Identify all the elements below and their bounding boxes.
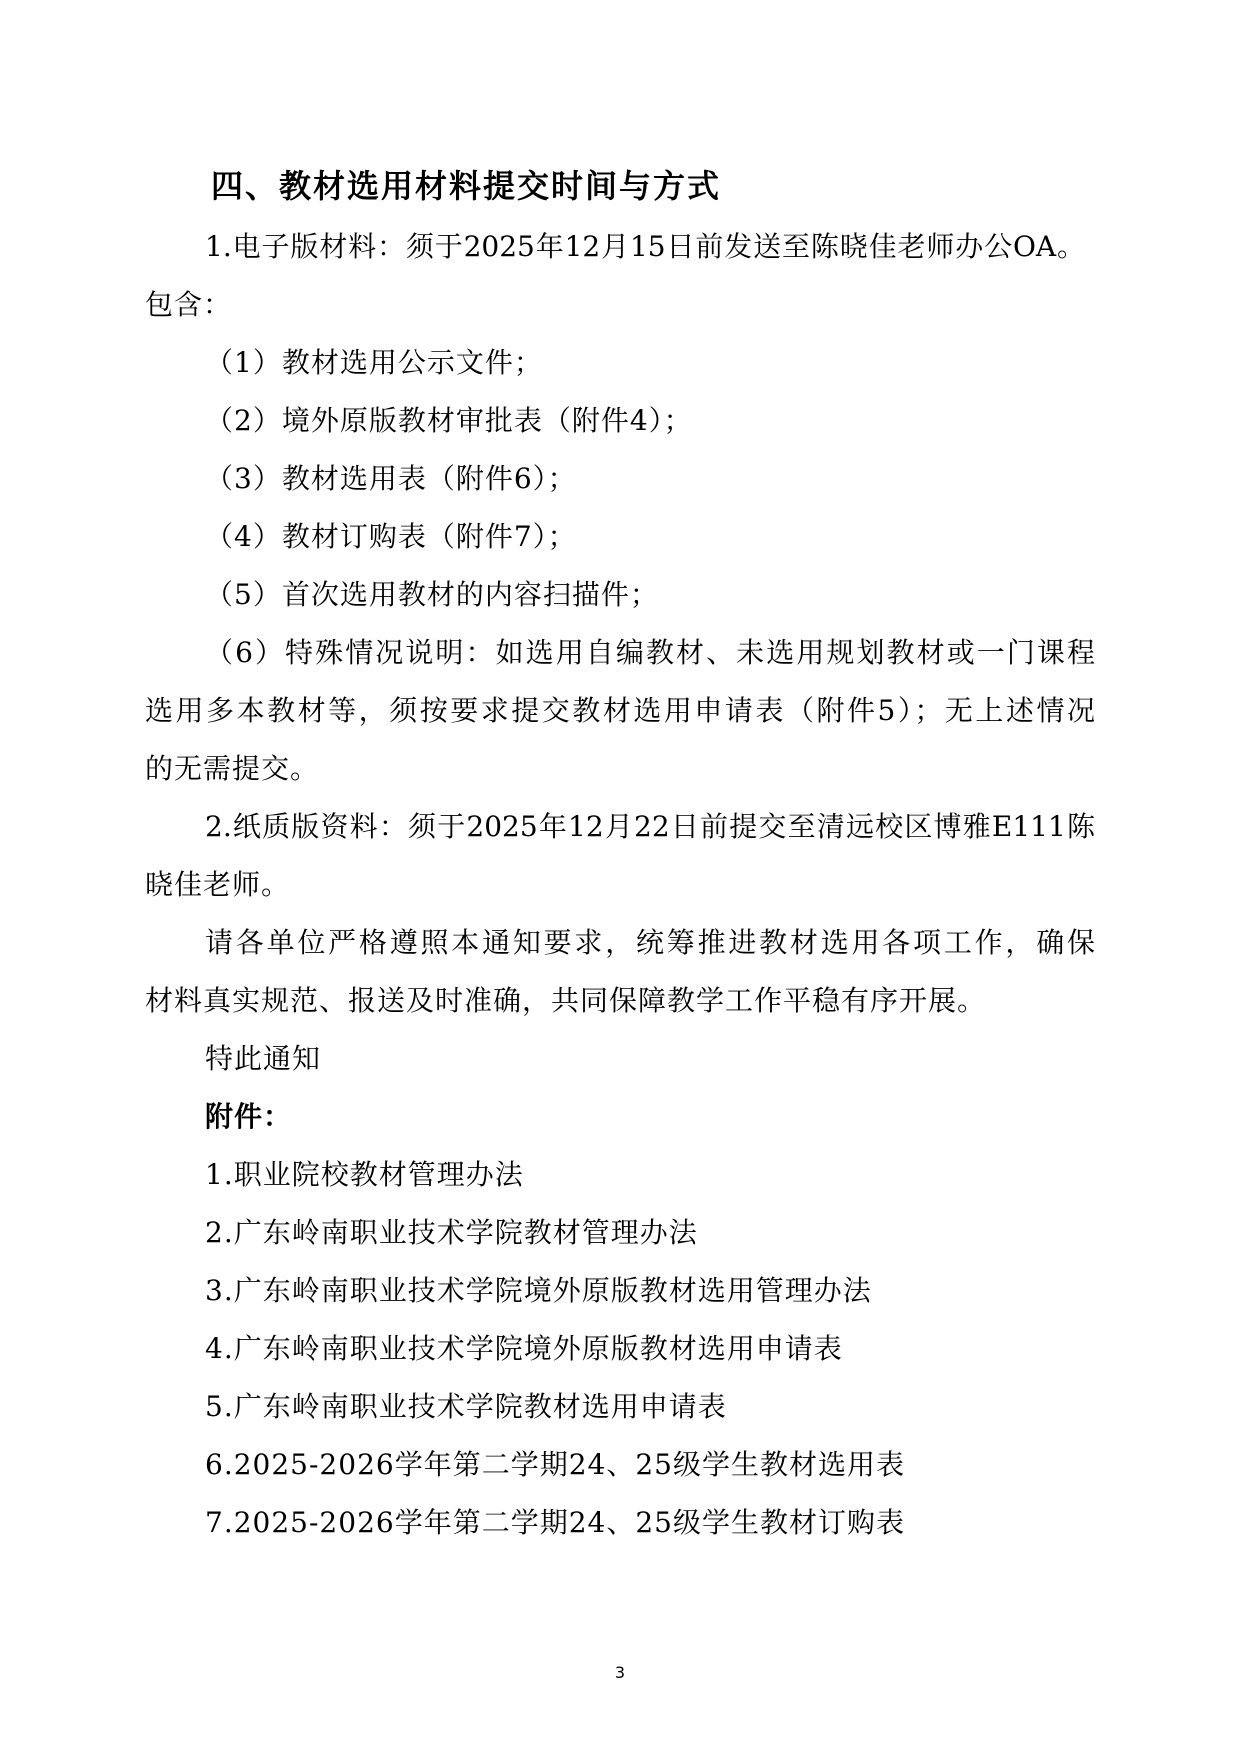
attachment-item-6: 6.2025-2026学年第二学期24、25级学生教材选用表 [205, 1448, 905, 1481]
attachments-label: 附件： [205, 1100, 293, 1133]
attachment-item-3: 3.广东岭南职业技术学院境外原版教材选用管理办法 [205, 1274, 872, 1307]
closing-line2: 材料真实规范、报送及时准确，共同保障教学工作平稳有序开展。 [145, 984, 987, 1017]
subitem-2: （2）境外原版教材审批表（附件4）； [205, 404, 693, 437]
attachment-item-2: 2.广东岭南职业技术学院教材管理办法 [205, 1216, 698, 1249]
item2-line2: 晓佳老师。 [145, 868, 291, 901]
item1-line1: 1.电子版材料：须于2025年12月15日前发送至陈晓佳老师办公OA。 [205, 230, 1085, 263]
attachment-item-1: 1.职业院校教材管理办法 [205, 1158, 524, 1191]
section-heading: 四、教材选用材料提交时间与方式 [211, 167, 722, 205]
attachment-item-5: 5.广东岭南职业技术学院教材选用申请表 [205, 1390, 727, 1423]
item2-line1: 2.纸质版资料：须于2025年12月22日前提交至清远校区博雅E111陈 [205, 810, 1095, 843]
subitem-3: （3）教材选用表（附件6）； [205, 462, 577, 495]
attachment-item-4: 4.广东岭南职业技术学院境外原版教材选用申请表 [205, 1332, 843, 1365]
closing-notice: 特此通知 [205, 1042, 322, 1075]
closing-line1: 请各单位严格遵照本通知要求，统筹推进教材选用各项工作，确保 [205, 926, 1095, 959]
attachment-item-7: 7.2025-2026学年第二学期24、25级学生教材订购表 [205, 1506, 905, 1539]
subitem-5: （5）首次选用教材的内容扫描件； [205, 578, 659, 611]
page-number: 3 [614, 1663, 626, 1682]
item1-line2: 包含： [145, 288, 233, 321]
subitem-4: （4）教材订购表（附件7）； [205, 520, 577, 553]
subitem-1: （1）教材选用公示文件； [205, 346, 543, 379]
subitem6-line1: （6）特殊情况说明：如选用自编教材、未选用规划教材或一门课程 [205, 636, 1095, 669]
subitem6-line3: 的无需提交。 [145, 752, 320, 785]
subitem6-line2: 选用多本教材等，须按要求提交教材选用申请表（附件5）；无上述情况 [145, 694, 1095, 727]
